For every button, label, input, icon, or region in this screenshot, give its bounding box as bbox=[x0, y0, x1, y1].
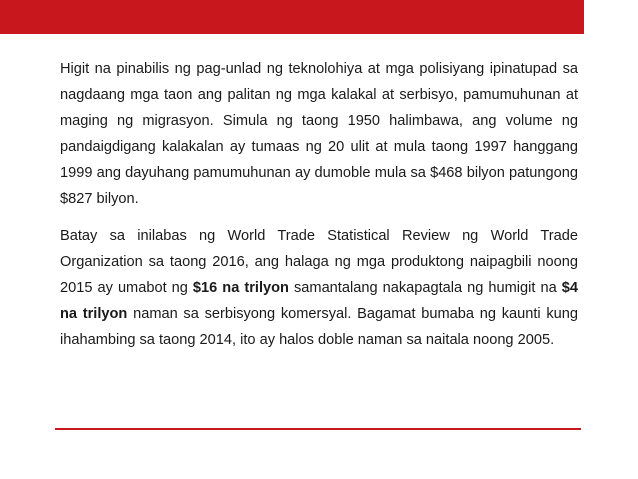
bottom-divider bbox=[55, 428, 581, 430]
paragraph-1: Higit na pinabilis ng pag-unlad ng teknolohiya at mga polisiyang ipinatupad sa nagdaang mga taon ang palitan ng mga kalakal at serbisyo, pamumuhunan at maging ng migrasyon. Simula ng taong 1950 halimbawa, ang volume ng pandaigdigang kalakalan ay tumaas ng 20 ulit at mula taong 1997 hanggang 1999 ang dayuhang pamumuhunan ay dumoble mula sa $468 bilyon patungong $827 bilyon. bbox=[60, 61, 578, 207]
paragraph-2-text-2: samantalang nakapagtala ng humigit na bbox=[288, 280, 562, 296]
paragraph-2-text-3: naman sa serbisyong komersyal. Bagamat bumaba ng kaunti kung ihahambing sa taong 2014, ito ay halos doble naman sa naitala noong 2005. bbox=[60, 306, 579, 348]
paragraph-2 bbox=[60, 223, 578, 353]
header-bar bbox=[0, 0, 584, 34]
paragraph-2-bold-2: $4 na trilyon bbox=[60, 280, 578, 322]
paragraph-2-bold-1: $16 na trilyon bbox=[192, 280, 289, 296]
paragraph-2-text-1: Batay sa inilabas ng World Trade Statistical Review ng World Trade Organization sa taong 2016, ang halaga ng mga produktong naipagbili noong 2015 ay umabot ng bbox=[60, 228, 578, 296]
slide-body bbox=[60, 56, 578, 353]
